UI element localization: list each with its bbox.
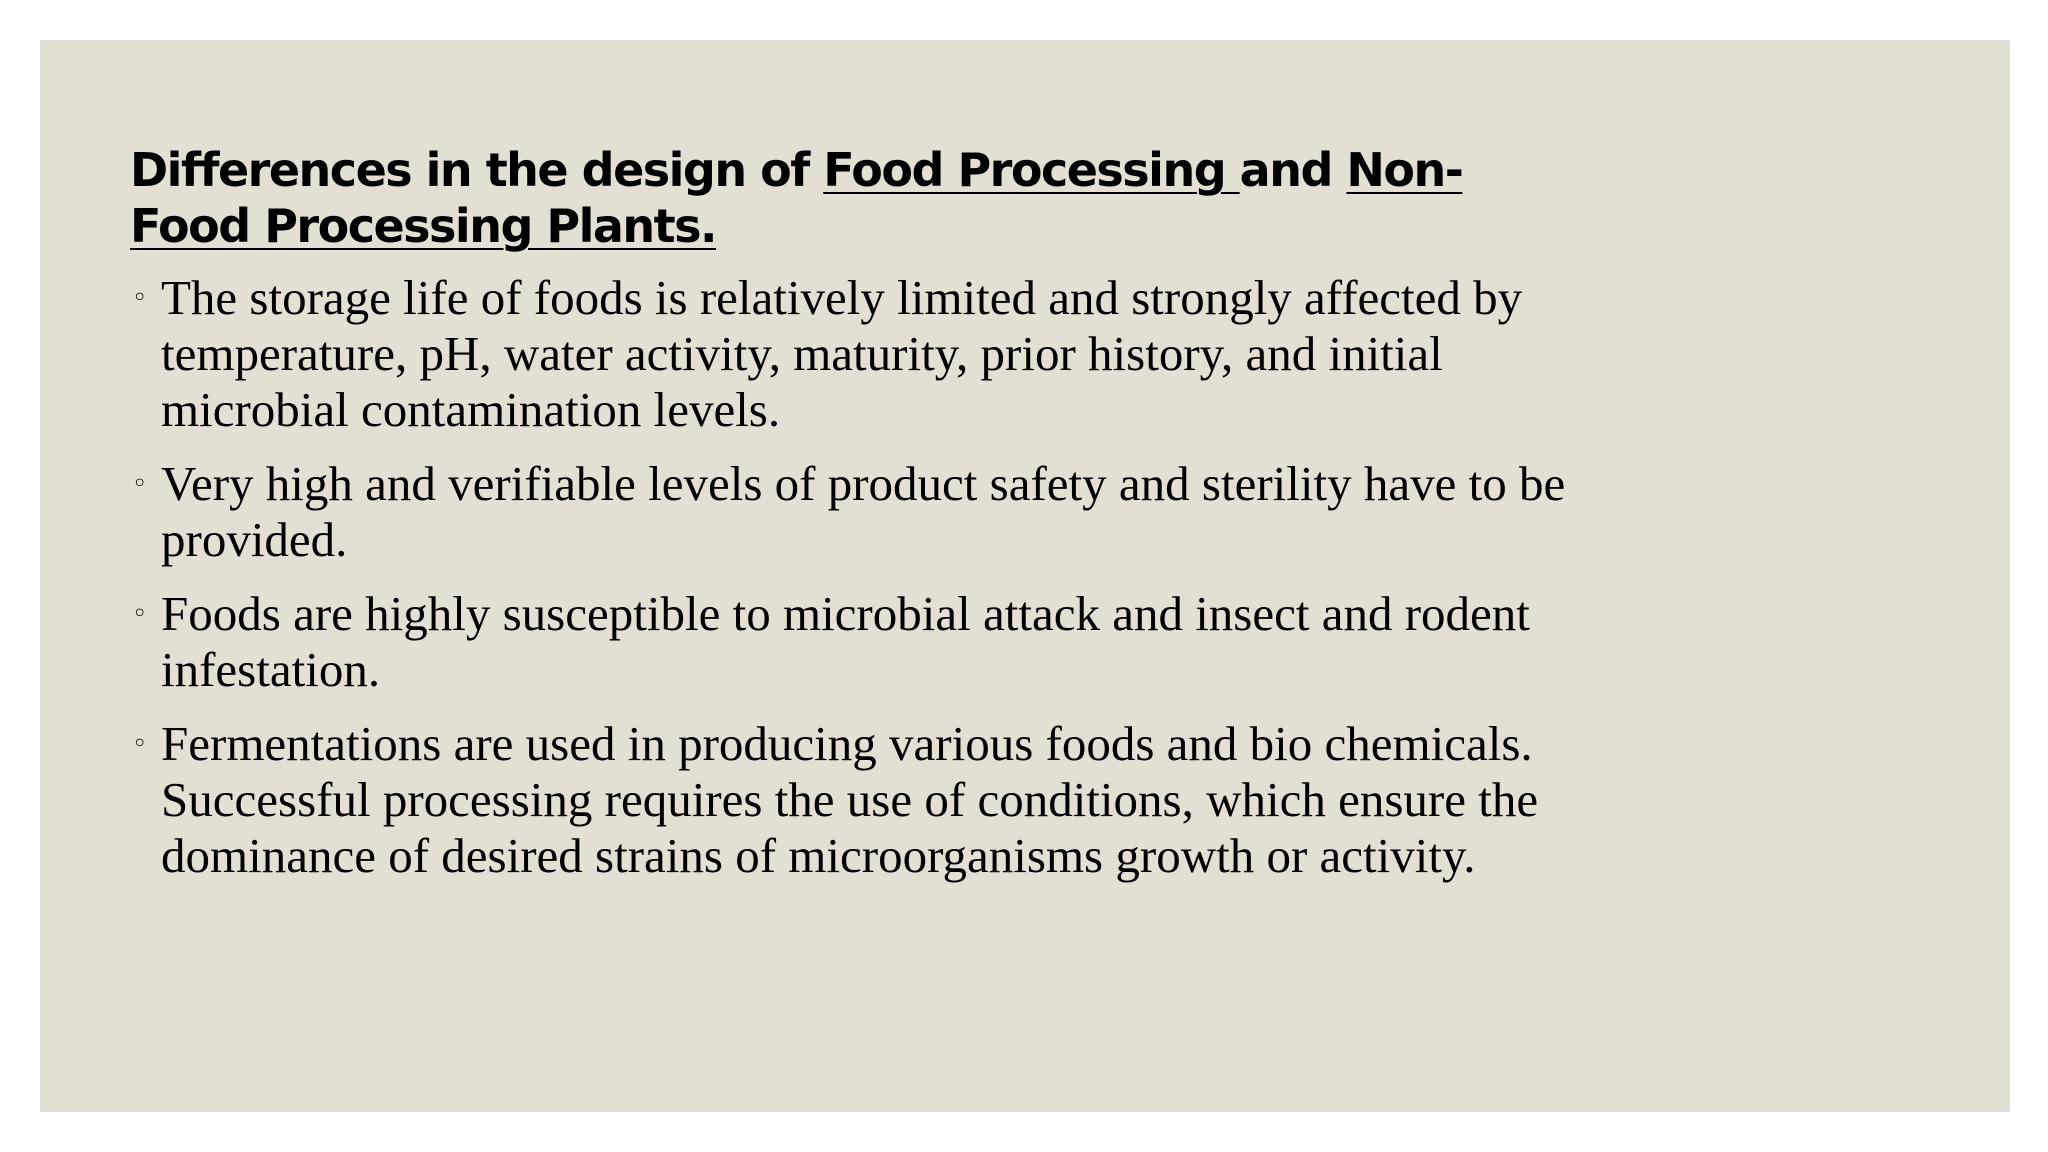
slide	[40, 40, 2010, 1112]
bullet-item	[130, 716, 1570, 884]
bullet-marker-icon: ◦	[132, 283, 148, 313]
title-prefix: Differences in the design of	[130, 143, 824, 197]
bullet-text: The storage life of foods is relatively limited and strongly affected by temperature, pH, water activity, maturity, prior history, and initial microbial contamination levels.	[161, 270, 1523, 437]
bullet-item	[130, 270, 1570, 438]
title-food-processing: Food Processing	[823, 143, 1240, 197]
bullet-marker-icon: ◦	[132, 469, 148, 499]
bullet-marker-icon: ◦	[132, 599, 148, 629]
bullet-marker-icon: ◦	[132, 729, 148, 759]
bullet-text: Foods are highly susceptible to microbial attack and insect and rodent infestation.	[161, 586, 1530, 697]
bullet-text: Very high and verifiable levels of product safety and sterility have to be provided.	[161, 456, 1566, 567]
bullet-item	[130, 586, 1570, 698]
slide-content	[130, 142, 1570, 902]
bullet-text: Fermentations are used in producing various foods and bio chemicals. Successful processing requires the use of conditions, which ensure the dominance of desired strains of microorganisms growth or activity.	[161, 716, 1539, 883]
title-non-food-processing: Non-Food Processing Plants.	[130, 143, 1463, 253]
title-middle: and	[1239, 143, 1347, 197]
bullet-item	[130, 456, 1570, 568]
bullet-list	[130, 270, 1570, 884]
slide-title	[130, 142, 1570, 254]
